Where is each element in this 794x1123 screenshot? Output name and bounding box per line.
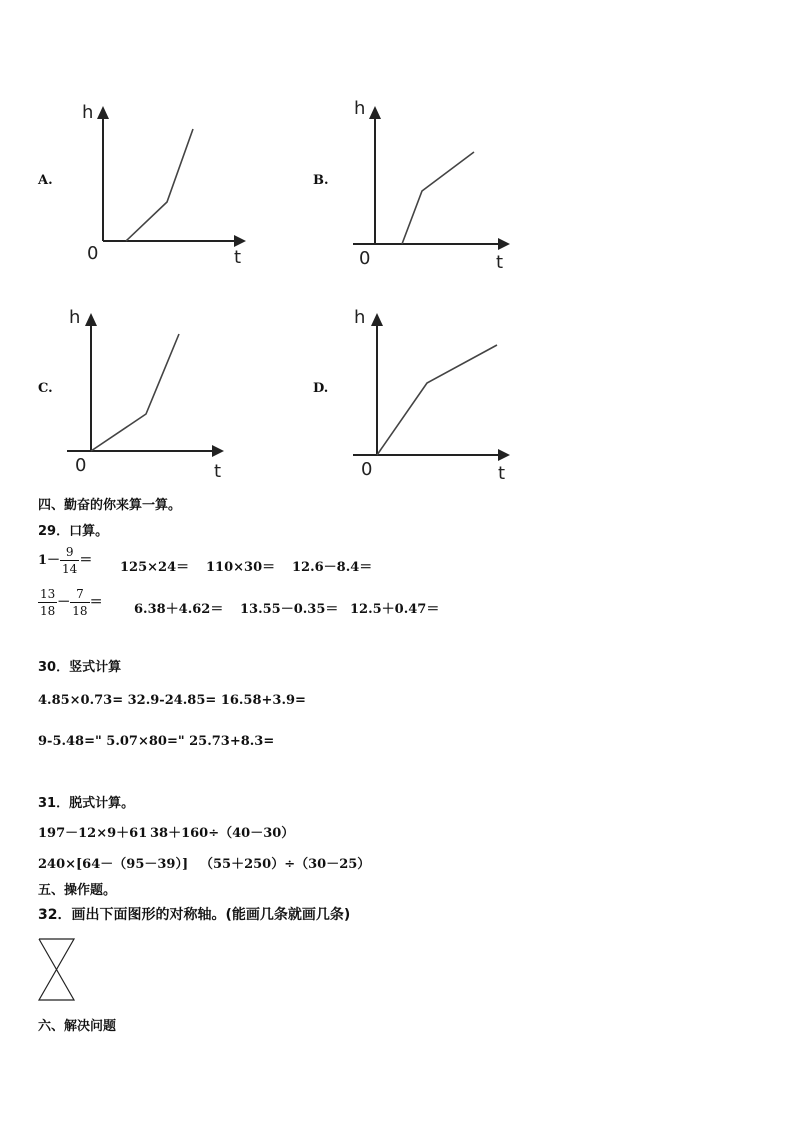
q32-title: 32．画出下面图形的对称轴。(能画几条就画几条) — [38, 907, 351, 923]
q30-line-1: 4.85×0.73= 32.9-24.85= 16.58+3.9= — [38, 693, 306, 708]
q29-row2-expr4: 12.5＋0.47＝ — [350, 602, 440, 617]
section-6-heading: 六、解决问题 — [38, 1019, 117, 1034]
option-c-y-label: h — [69, 307, 81, 328]
option-d-origin: 0 — [361, 459, 373, 480]
option-b-x-label: t — [496, 252, 504, 271]
option-c-label: C. — [38, 381, 53, 396]
q31-expr-4: （55＋250）÷（30－25） — [200, 857, 371, 872]
fraction: $\frac{7}{18}$ — [72, 587, 88, 618]
q31-expr-3: 240×[64－（95－39）] — [38, 857, 189, 872]
q30-line-2: 9-5.48=" 5.07×80=" 25.73+8.3= — [38, 734, 275, 749]
option-b-label: B. — [313, 173, 329, 188]
q29-row1-expr1: 1－ $\frac{9}{14}$ ＝ — [38, 545, 93, 576]
q29-row2-expr3: 13.55－0.35＝ — [240, 602, 339, 617]
q31-expr-1: 197－12×9＋61 — [38, 826, 148, 841]
q29-row1-expr4: 12.6－8.4＝ — [292, 560, 373, 575]
option-a-label: A. — [38, 173, 53, 188]
q29-row1-expr2: 125×24＝ — [120, 560, 190, 575]
option-a-y-label: h — [82, 102, 94, 123]
option-d-x-label: t — [498, 463, 506, 483]
fraction: $\frac{9}{14}$ — [62, 545, 78, 576]
q31-title: 31．脱式计算。 — [38, 796, 135, 811]
option-b-graph — [350, 96, 530, 271]
option-c-x-label: t — [214, 461, 222, 478]
option-b-y-label: h — [354, 98, 366, 119]
fraction: $\frac{13}{18}$ — [40, 587, 56, 618]
option-d-y-label: h — [354, 307, 366, 328]
hourglass-figure — [37, 937, 77, 1003]
option-a-origin: 0 — [87, 243, 99, 264]
q31-expr-2: 38＋160÷（40－30） — [150, 826, 295, 841]
option-a-x-label: t — [234, 247, 242, 266]
q29-title: 29．口算。 — [38, 524, 109, 539]
q29-row2-expr1: $\frac{13}{18}$ － $\frac{7}{18}$ ＝ — [40, 587, 103, 618]
option-c-graph — [64, 303, 244, 478]
q30-title: 30．竖式计算 — [38, 660, 122, 675]
section-4-heading: 四、勤奋的你来算一算。 — [38, 498, 182, 513]
q29-row2-expr2: 6.38＋4.62＝ — [134, 602, 224, 617]
section-5-heading: 五、操作题。 — [38, 883, 117, 898]
option-d-graph — [350, 303, 530, 483]
option-b-origin: 0 — [359, 248, 371, 269]
option-d-label: D. — [313, 381, 329, 396]
option-a-graph — [78, 96, 258, 266]
option-c-origin: 0 — [75, 455, 87, 476]
q29-row1-expr3: 110×30＝ — [206, 560, 276, 575]
